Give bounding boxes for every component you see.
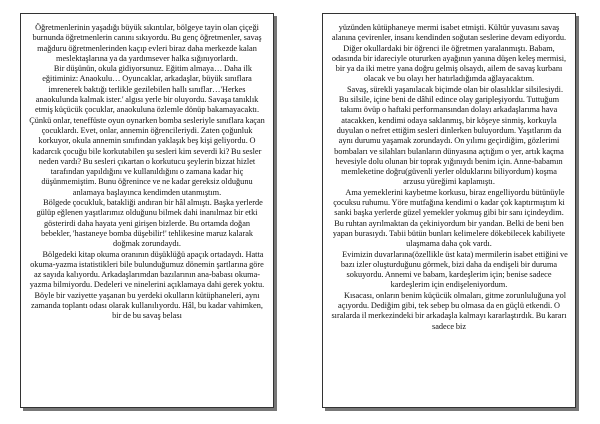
left-paragraph-2: Bir düşünün, okula gidiyorsunuz. Eğitim almaya… Daha ilk eğitiminiz: Anaokulu… Oyuncaklar, arkadaşlar, büyük sınıflara imrenerek baktığı terlikle gezilebilen hallı sınıflar…'Herkes anaokulunda kalmak ister.' algısı yerle bir oluyordu. Savaşa tanıklık etmiş küçücük çocuklar, anaokuluna özlemle dönüp bakamayacaktı. Çünkü onlar, teneffüste oyun oynarken bomba sesleriyle sınıflara kaçan çocuklardı. Evet, onlar, annemin öğrencileriydi. Zaten çoğunluk korkuyor, okula annemin sınıfından yaklaşık beş kişi geliyordu. O kadarcık çocuğu bile korkutabilen şu sesleri kim severdi ki? Bu sesler neden vardı? Bu sesleri çıkartan o korkutucu şeylerin bizzat hizlet tarafından yapıldığını ve kullanıldığını o zamana kadar hiç düşünmemiştim. Bunu öğrenince ve ne kadar gereksiz olduğunu anlamaya başlayınca kendimden utanmıştım.: [29, 64, 265, 197]
left-page: [20, 13, 274, 408]
right-paragraph-4: Evimizin duvarlarına(özellikle üst kata) mermilerin isabet ettiğini ve bazı izler oluşturduğunu görmek, bizi daha da endişeli bir duruma sokuyordu. Annemi ve babam, kardeşlerim için; benise sadece kardeşlerim için endişeleniyordum.: [340, 249, 568, 290]
left-paragraph-1: Öğretmenlerinin yaşadığı büyük sıkıntılar, bölgeye tayin olan çiçeği burnunda öğretmenlerin canını sıkıyordu. Bu genç öğretmenler, savaş mağduru öğretmenlerinden kaçıp evleri biraz daha merkezde kalan meslektaşlarına ya da yardımsever halka sığınıyorlardı.: [32, 23, 262, 63]
left-paragraph-3: Bölgede çocukluk, batakliği andıran bir hâl almıştı. Başka yerlerde gülüp eğlenen yaşıtlarımız olduğunu bilmek dahi inanılmaz bir etki gösterirdi daha hayata yeni girişen bizlerde. Bu ortamda doğan bebekler, 'hastaneye bomba düşebilir!' tehlikesine maruz kalarak doğmak zorundaydı.: [36, 198, 263, 249]
right-paragraph-2: Savaş, sürekli yaşanılacak biçimde olan bir olasılıklar silsilesiydi. Bu silsile, içine beni de dâhil edince olay garipleşiyordu. Tuttuğum takımı övüp o haftaki performansından dolayı arkadaşlarıma hava atacakken, kendimi odaya saklanmış, bir köşeye sinmiş, korkuyla duyulan o nefret ettiğim sesleri dinlerken buluyordum. Yaşıtlarım da aynı durumu yaşamak zorundaydı. On yılımı geçirdiğim, gözlerimi bombaları ve silahları bulanların dünyasına açtığım o yer, artık kaçma hevesiyle dolu olunan bir toprak yığınıydı benim için. Anne-babamın memleketine doğru(güvenli yerler olduklarını biliyordum) koşma arzusu yüreğimi kaplamıştı.: [334, 84, 564, 187]
right-paragraph-3: Ama yemeklerini kaybetme korkusu, biraz engelliyordu bütünüyle çocuksu ruhumu. Yöre mutfağına kendimi o kadar çok kaptırmıştım ki sanki başka yerlerde güzel yemekler yokmuş gibi bir sanı içindeydim. Bu ruhtan ayrılmaktan da çekiniyordum bir yandan. Belki de beni ben yapan burasıydı. Tabii bütün bunları kelimelere dökebilecek kabiliyete ulaşmama daha çok vardı.: [332, 187, 566, 249]
right-page: [322, 13, 576, 408]
left-paragraph-4: Bölgedeki kitap okuma oranının düşüklüğü apaçık ortadaydı. Hatta okuma-yazma istatistikleri bile bulunduğumuz dönemin şartlarına göre az sayıda kalıyordu. Arkadaşlarımdan bazılarının ana-babası okuma-yazma bilmiyordu. Dedeleri ve ninelerini açıklamaya dahi gerek yoktu. Böyle bir vaziyette yaşanan bu yerdeki okulların kütüphaneleri, aynı zamanda toplantı odası olarak kullanılıyordu. Hâl, bu kadar vahimken, bir de bu savaş belası: [29, 249, 265, 321]
right-paragraph-1: yüzünden kütüphaneye mermi isabet etmişti. Kültür yuvasını savaş alanına çevirenler, insanı kendinden soğutan seslerine devam ediyordu. Diğer okullardaki bir öğrenci ile öğretmen yaralanmıştı. Babam, odasında bir idareciyle otururken ayağının yanına düşen keleş mermisi, bir ya da iki metre yana doğru gelmiş olsaydı, ailem de savaş kurbanı olacak ve bu olayı her hatırladığımda ağlayacaktım.: [331, 23, 567, 84]
right-paragraph-5: Kısacası, onların benim küçücük olmaları, gitme zorunluluğuna yol açıyordu. Dediğim gibi, tek sebep bu olmasa da en güçlü etkendi. O sıralarda il merkezindeki bir arkadaşla kalmayı kararlaştırdık. Bu kararı sadece biz: [331, 290, 567, 331]
